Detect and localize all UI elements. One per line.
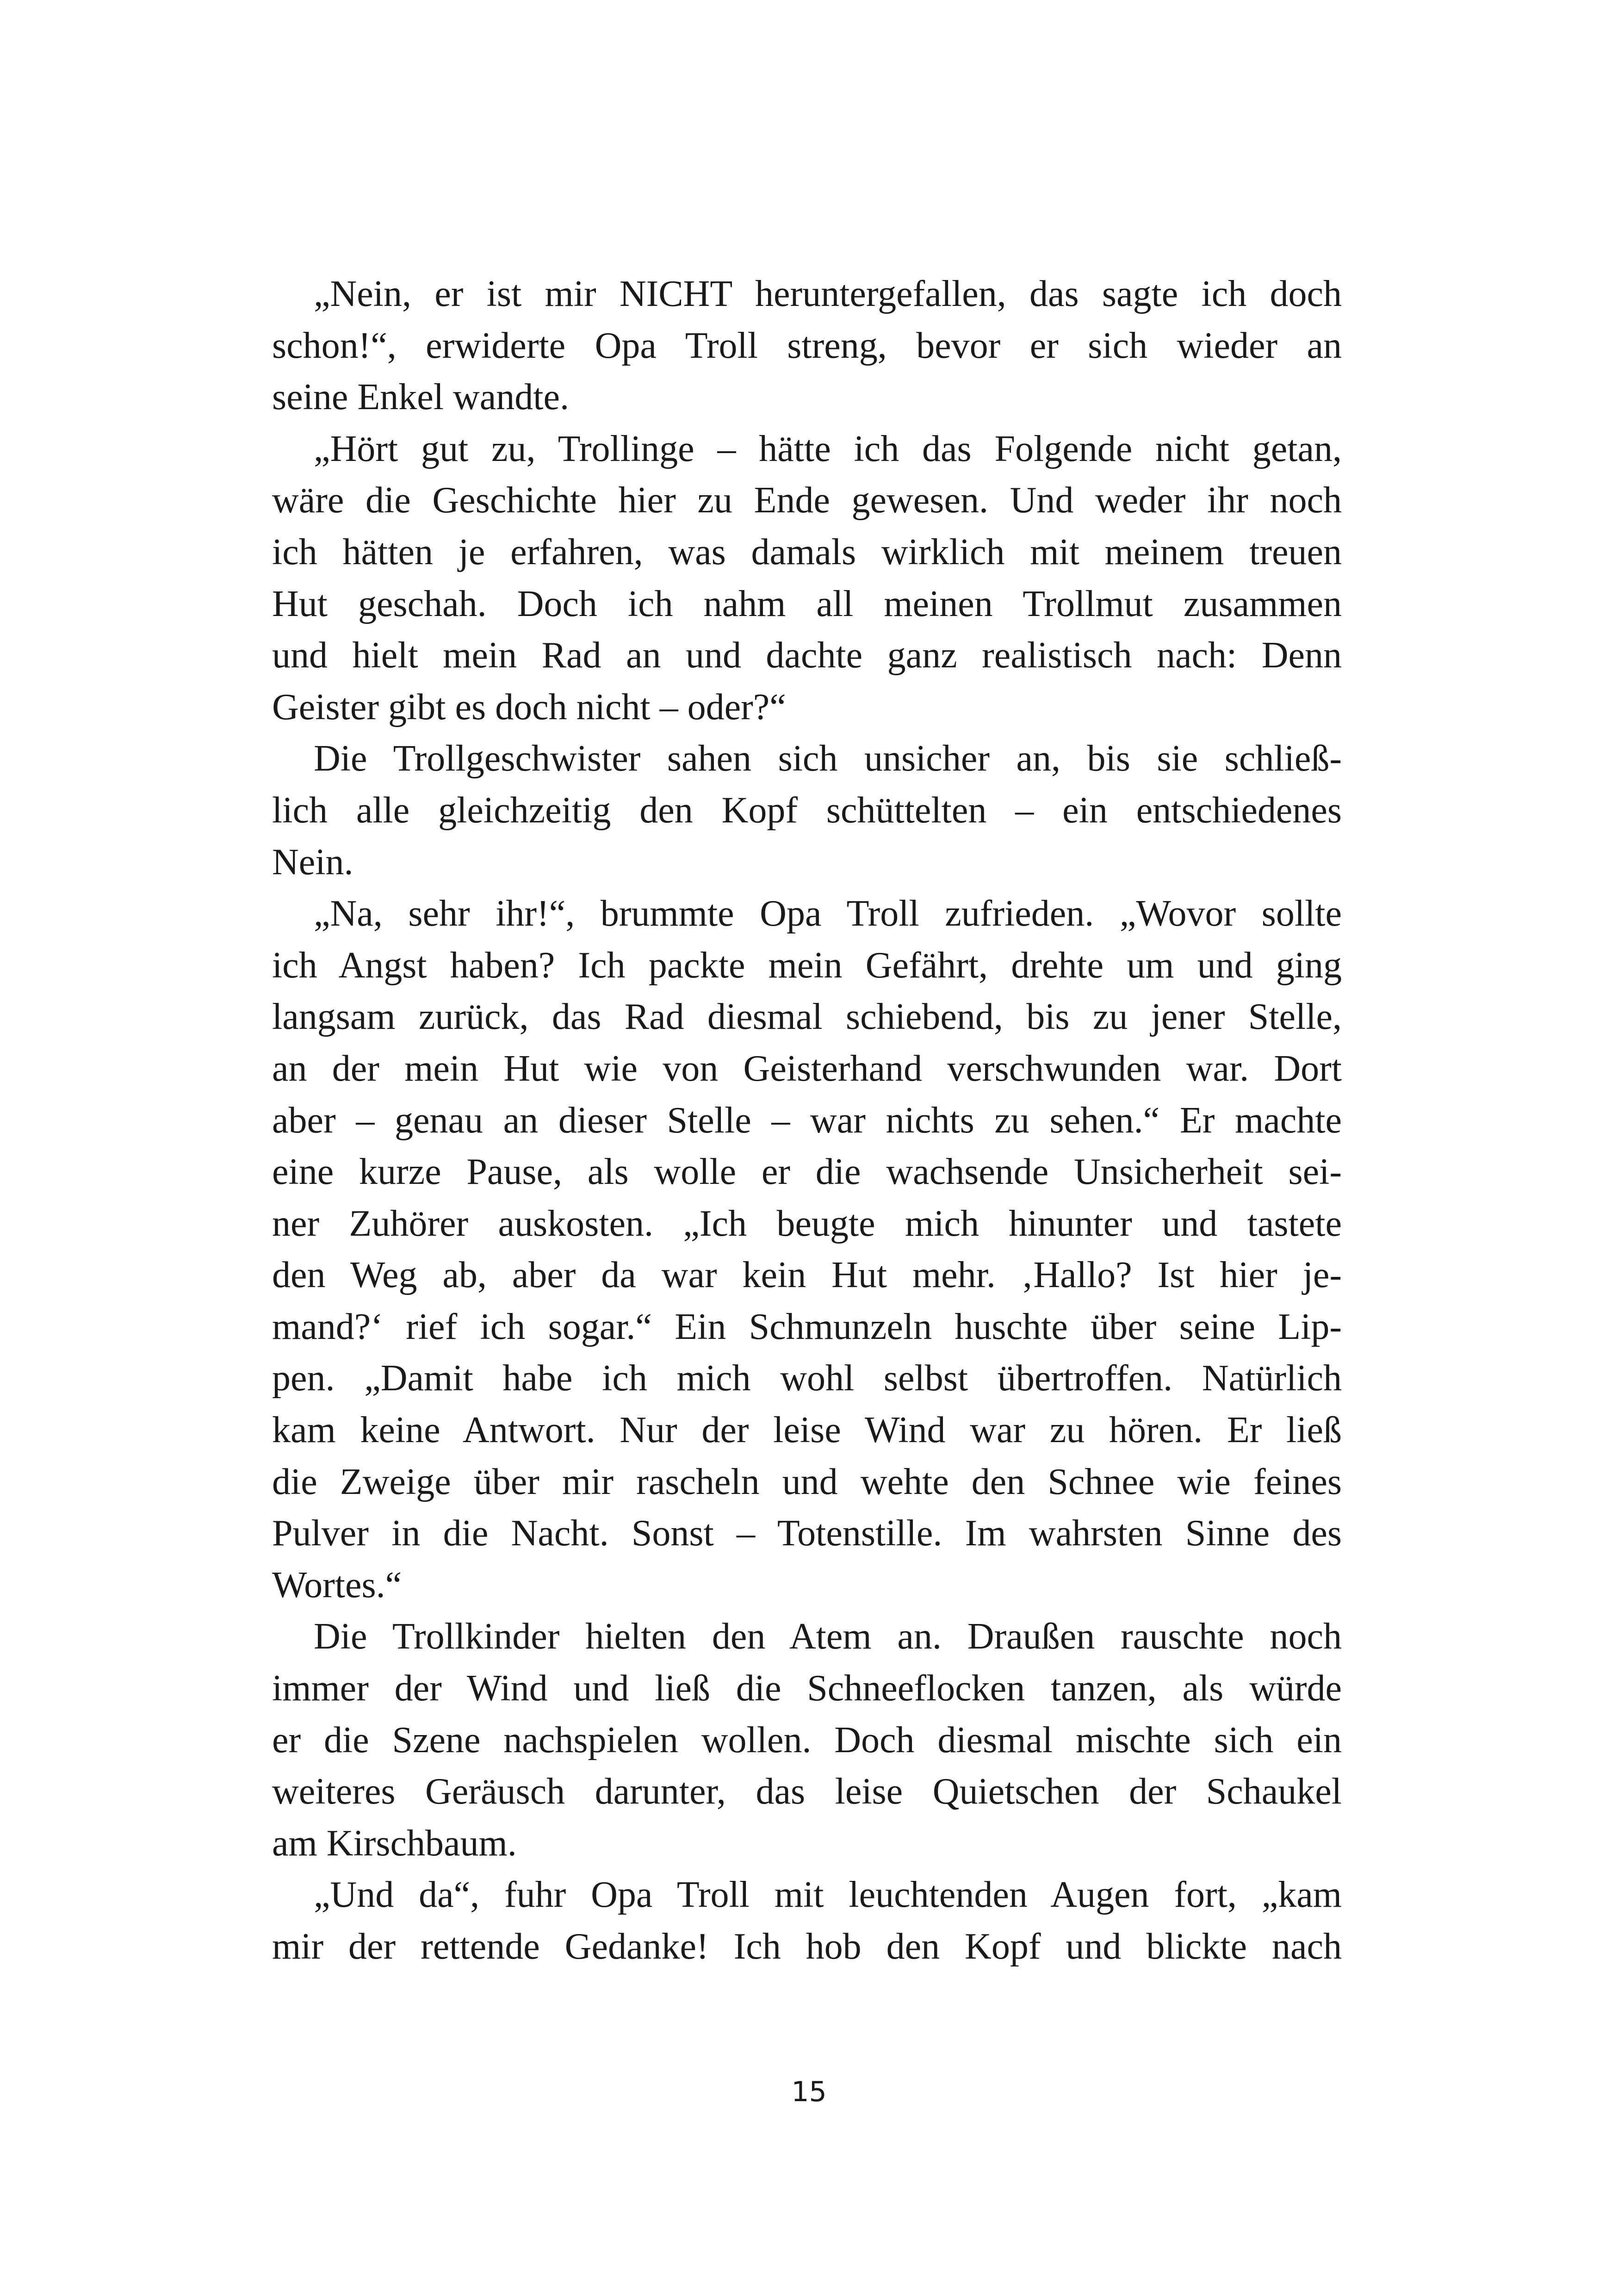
text-line: wäre die Geschichte hier zu Ende gewesen. Und weder ihr noch — [272, 480, 1342, 521]
page-number: 15 — [791, 2076, 827, 2108]
text-line: weiteres Geräusch darunter, das leise Quietschen der Schaukel — [272, 1771, 1342, 1812]
text-line: Wortes.“ — [272, 1564, 402, 1605]
text-line: eine kurze Pause, als wolle er die wachsende Unsicherheit sei- — [272, 1151, 1342, 1193]
text-line: mir der rettende Gedanke! Ich hob den Kopf und blickte nach — [272, 1926, 1342, 1967]
paragraph — [272, 888, 1342, 1611]
paragraph — [272, 1611, 1342, 1869]
text-line: am Kirschbaum. — [272, 1823, 517, 1864]
text-line: Hut geschah. Doch ich nahm all meinen Trollmut zusammen — [272, 583, 1342, 624]
text-line: Geister gibt es doch nicht – oder?“ — [272, 686, 786, 728]
text-line: Pulver in die Nacht. Sonst – Totenstille. Im wahrsten Sinne des — [272, 1513, 1342, 1554]
paragraph — [272, 1869, 1342, 1972]
text-line: Die Trollkinder hielten den Atem an. Draußen rauschte noch — [314, 1616, 1342, 1657]
body-text — [272, 268, 1342, 1973]
text-line: Die Trollgeschwister sahen sich unsicher an, bis sie schließ- — [314, 738, 1342, 779]
paragraph — [272, 423, 1342, 734]
text-line: an der mein Hut wie von Geisterhand verschwunden war. Dort — [272, 1048, 1342, 1089]
text-line: „Nein, er ist mir NICHT heruntergefallen, das sagte ich doch — [314, 274, 1342, 314]
text-line: Nein. — [272, 841, 353, 883]
text-line: seine Enkel wandte. — [272, 377, 569, 418]
paragraph — [272, 733, 1342, 888]
text-line: aber – genau an dieser Stelle – war nichts zu sehen.“ Er machte — [272, 1100, 1342, 1141]
text-line: pen. „Damit habe ich mich wohl selbst übertroffen. Natürlich — [272, 1358, 1342, 1399]
text-line: „Hört gut zu, Trollinge – hätte ich das Folgende nicht getan, — [314, 428, 1342, 469]
text-line: und hielt mein Rad an und dachte ganz realistisch nach: Denn — [272, 635, 1342, 676]
text-line: schon!“, erwiderte Opa Troll streng, bevor er sich wieder an — [272, 325, 1342, 366]
text-line: „Und da“, fuhr Opa Troll mit leuchtenden Augen fort, „kam — [314, 1874, 1342, 1916]
text-line: den Weg ab, aber da war kein Hut mehr. ‚Hallo? Ist hier je- — [272, 1255, 1342, 1296]
text-line: er die Szene nachspielen wollen. Doch diesmal mischte sich ein — [272, 1719, 1342, 1761]
text-line: die Zweige über mir rascheln und wehte den Schnee wie feines — [272, 1461, 1342, 1502]
paragraph — [272, 268, 1342, 423]
text-line: ich Angst haben? Ich packte mein Gefährt, drehte um und ging — [272, 945, 1342, 986]
text-line: lich alle gleichzeitig den Kopf schüttelten – ein entschiedenes — [272, 790, 1342, 831]
text-line: ich hätten je erfahren, was damals wirklich mit meinem treuen — [272, 531, 1342, 572]
text-line: langsam zurück, das Rad diesmal schiebend, bis zu jener Stelle, — [272, 996, 1342, 1038]
text-line: „Na, sehr ihr!“, brummte Opa Troll zufrieden. „Wovor sollte — [314, 893, 1342, 934]
text-line: mand?‘ rief ich sogar.“ Ein Schmunzeln huschte über seine Lip- — [272, 1306, 1342, 1347]
text-line: immer der Wind und ließ die Schneeflocken tanzen, als würde — [272, 1668, 1342, 1709]
text-line: kam keine Antwort. Nur der leise Wind war zu hören. Er ließ — [272, 1410, 1342, 1451]
text-line: ner Zuhörer auskosten. „Ich beugte mich hinunter und tastete — [272, 1203, 1342, 1244]
